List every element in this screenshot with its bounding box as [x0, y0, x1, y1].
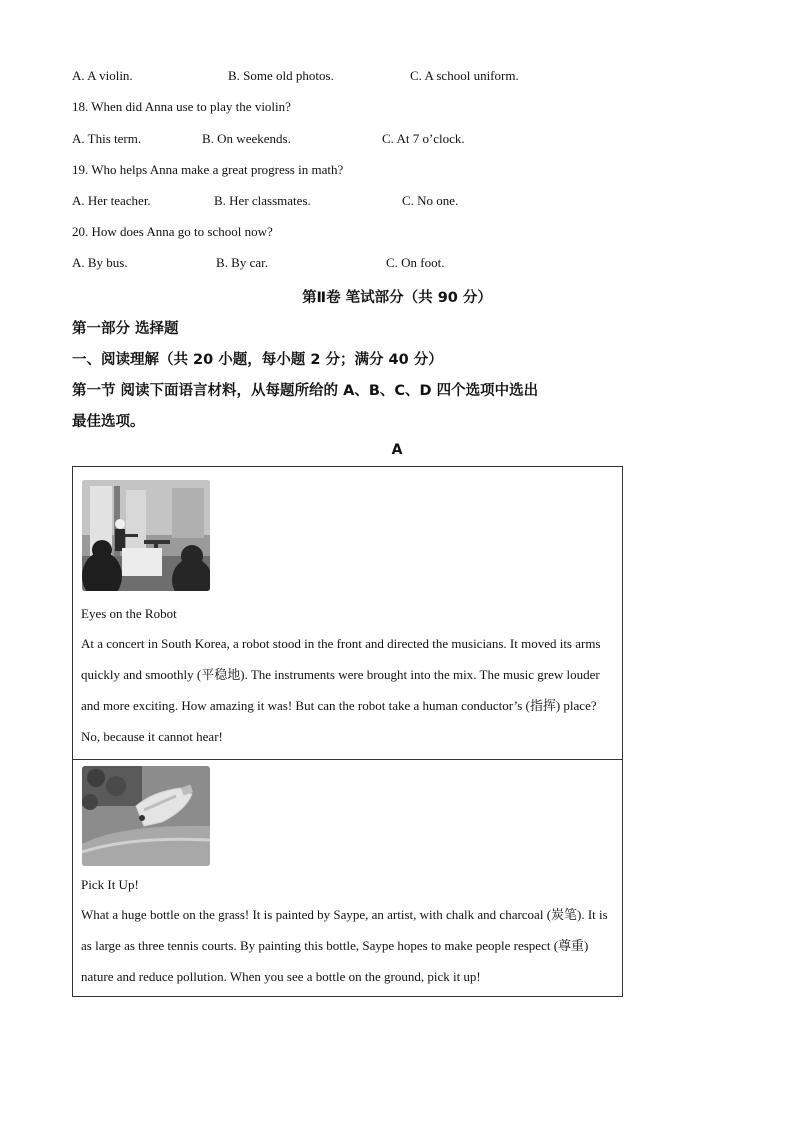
- q17-option-b: B. Some old photos.: [228, 68, 334, 83]
- q20-option-c: C. On foot.: [386, 255, 445, 270]
- q20-stem: 20. How does Anna go to school now?: [72, 224, 273, 239]
- q18-option-b: B. On weekends.: [202, 131, 291, 146]
- subsection-title: 一、阅读理解（共 20 小题，每小题 2 分；满分 40 分）: [72, 352, 443, 368]
- article-2-title: Pick It Up!: [81, 877, 139, 892]
- section-title: 第Ⅱ卷 笔试部分（共 90 分）: [302, 290, 492, 306]
- instruction-line-2: 最佳选项。: [72, 414, 145, 430]
- q19-option-b: B. Her classmates.: [214, 193, 311, 208]
- q19-stem: 19. Who helps Anna make a great progress in math?: [72, 162, 344, 177]
- passage-label: A: [391, 442, 403, 458]
- part-title: 第一部分 选择题: [72, 321, 179, 337]
- q18-stem: 18. When did Anna use to play the violin?: [72, 99, 291, 114]
- instruction-line-1: 第一节 阅读下面语言材料，从每题所给的 A、B、C、D 四个选项中选出: [72, 383, 539, 399]
- q19-option-a: A. Her teacher.: [72, 193, 151, 208]
- q17-option-a: A. A violin.: [72, 68, 133, 83]
- article-1-body: At a concert in South Korea, a robot stood in the front and directed the musicians. It moved its arms quickly and smoothly (平稳地). The instruments were brought into the mix. The music grew louder and more exciting. How amazing it was! But can the robot take a human conductor’s (指挥) place? No, because it cannot hear!: [81, 636, 601, 744]
- q20-option-b: B. By car.: [216, 255, 268, 270]
- reading-passage-box: [72, 466, 623, 997]
- article-2-body: What a huge bottle on the grass! It is painted by Saype, an artist, with chalk and charcoal (炭笔). It is as large as three tennis courts. By painting this bottle, Saype hopes to make people respect (尊重) nature and reduce pollution. When you see a bottle on the ground, pick it up!: [81, 907, 608, 984]
- q18-option-c: C. At 7 o’clock.: [382, 131, 465, 146]
- q18-option-a: A. This term.: [72, 131, 142, 146]
- article-1-title: Eyes on the Robot: [81, 606, 177, 621]
- article-divider: [73, 759, 622, 760]
- bottle-painting-photo: [82, 766, 210, 866]
- q20-option-a: A. By bus.: [72, 255, 128, 270]
- q17-option-c: C. A school uniform.: [410, 68, 519, 83]
- q19-option-c: C. No one.: [402, 193, 459, 208]
- robot-concert-photo: [82, 480, 210, 591]
